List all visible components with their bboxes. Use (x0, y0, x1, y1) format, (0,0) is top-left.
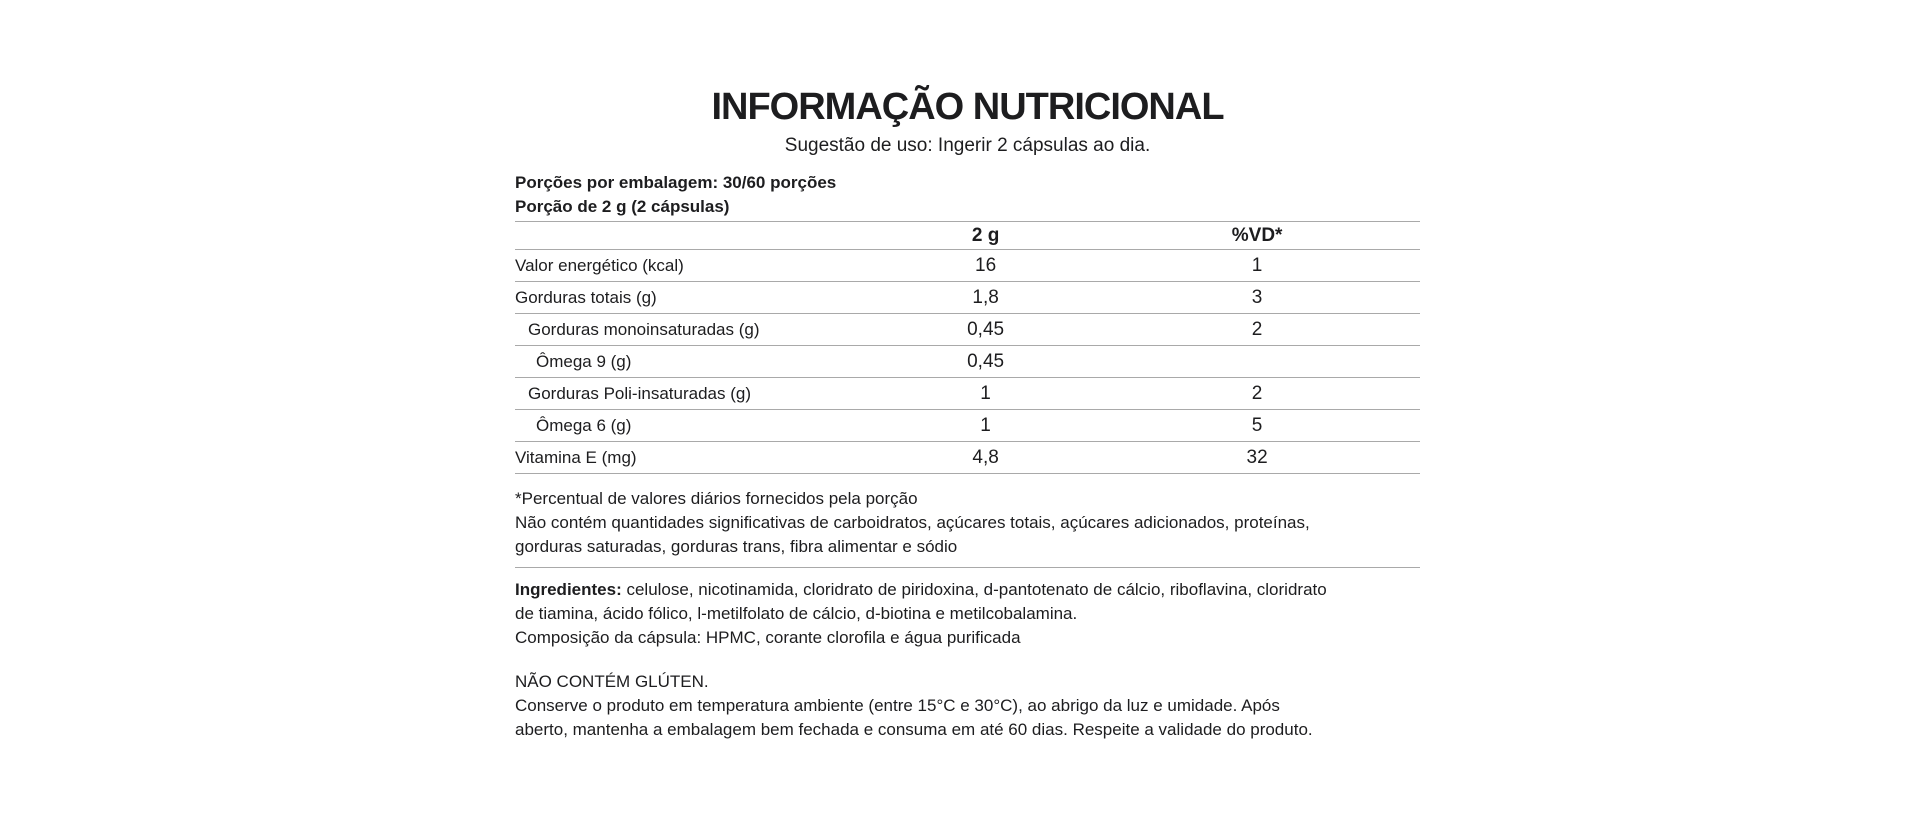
table-row-omega-6 (515, 410, 1420, 442)
serving-size: Porção de 2 g (2 cápsulas) (515, 197, 730, 216)
table-row-gorduras-poli-insaturadas (515, 378, 1420, 410)
table-header-row (515, 222, 1420, 250)
col-header-daily-value: %VD* (1094, 222, 1420, 250)
daily-value: 2 (1094, 378, 1420, 410)
daily-value: 3 (1094, 282, 1420, 314)
nutrition-table (515, 221, 1420, 474)
col-header-nutrient (515, 222, 877, 250)
daily-value (1094, 346, 1420, 378)
table-row-gorduras-totais (515, 282, 1420, 314)
usage-suggestion: Sugestão de uso: Ingerir 2 cápsulas ao dia. (784, 135, 1151, 156)
table-row-valor-energetico (515, 250, 1420, 282)
page-title: INFORMAÇÃO NUTRICIONAL (711, 86, 1224, 128)
capsule-composition: Composição da cápsula: HPMC, corante clorofila e água purificada (515, 628, 1021, 647)
amount-value: 4,8 (877, 442, 1094, 474)
nutrition-label (515, 0, 1420, 742)
nutrient-label: Gorduras totais (g) (515, 282, 877, 314)
storage-section (515, 670, 1420, 742)
ingredients-list-text: celulose, nicotinamida, cloridrato de piridoxina, d-pantotenato de cálcio, riboflavina, cloridrato (621, 580, 1327, 599)
amount-value: 1 (877, 378, 1094, 410)
nutrient-label: Gorduras monoinsaturadas (g) (515, 314, 877, 346)
amount-value: 1,8 (877, 282, 1094, 314)
no-significant-amounts-line-2: gorduras saturadas, gorduras trans, fibra alimentar e sódio (515, 537, 958, 556)
amount-value: 16 (877, 250, 1094, 282)
gluten-free-statement: NÃO CONTÉM GLÚTEN. (515, 672, 709, 691)
no-significant-amounts-line-1: Não contém quantidades significativas de carboidratos, açúcares totais, açúcares adicionados, proteínas, (515, 513, 1310, 532)
nutrient-label: Gorduras Poli-insaturadas (g) (515, 378, 877, 410)
section-divider (515, 567, 1420, 568)
nutrient-label: Valor energético (kcal) (515, 250, 877, 282)
ingredients-line-1 (515, 578, 1420, 602)
ingredients-line-2: de tiamina, ácido fólico, l-metilfolato de cálcio, d-biotina e metilcobalamina. (515, 604, 1078, 623)
amount-value: 0,45 (877, 314, 1094, 346)
col-header-amount: 2 g (877, 222, 1094, 250)
footnote-section (515, 487, 1420, 559)
nutrient-label: Ômega 9 (g) (515, 346, 877, 378)
nutrient-label: Ômega 6 (g) (515, 410, 877, 442)
storage-instructions-line-2: aberto, mantenha a embalagem bem fechada e consuma em até 60 dias. Respeite a validade do produto. (515, 720, 1313, 739)
daily-value: 1 (1094, 250, 1420, 282)
table-row-omega-9 (515, 346, 1420, 378)
daily-value: 2 (1094, 314, 1420, 346)
amount-value: 0,45 (877, 346, 1094, 378)
servings-per-package: Porções por embalagem: 30/60 porções (515, 173, 837, 192)
ingredients-section (515, 578, 1420, 650)
storage-instructions-line-1: Conserve o produto em temperatura ambiente (entre 15°C e 30°C), ao abrigo da luz e umidade. Após (515, 696, 1280, 715)
amount-value: 1 (877, 410, 1094, 442)
ingredients-heading: Ingredientes: (515, 580, 622, 599)
table-row-vitamina-e (515, 442, 1420, 474)
daily-value: 32 (1094, 442, 1420, 474)
table-row-gorduras-monoinsaturadas (515, 314, 1420, 346)
daily-value: 5 (1094, 410, 1420, 442)
serving-info (515, 171, 1420, 219)
nutrient-label: Vitamina E (mg) (515, 442, 877, 474)
daily-value-note: *Percentual de valores diários fornecidos pela porção (515, 489, 918, 508)
